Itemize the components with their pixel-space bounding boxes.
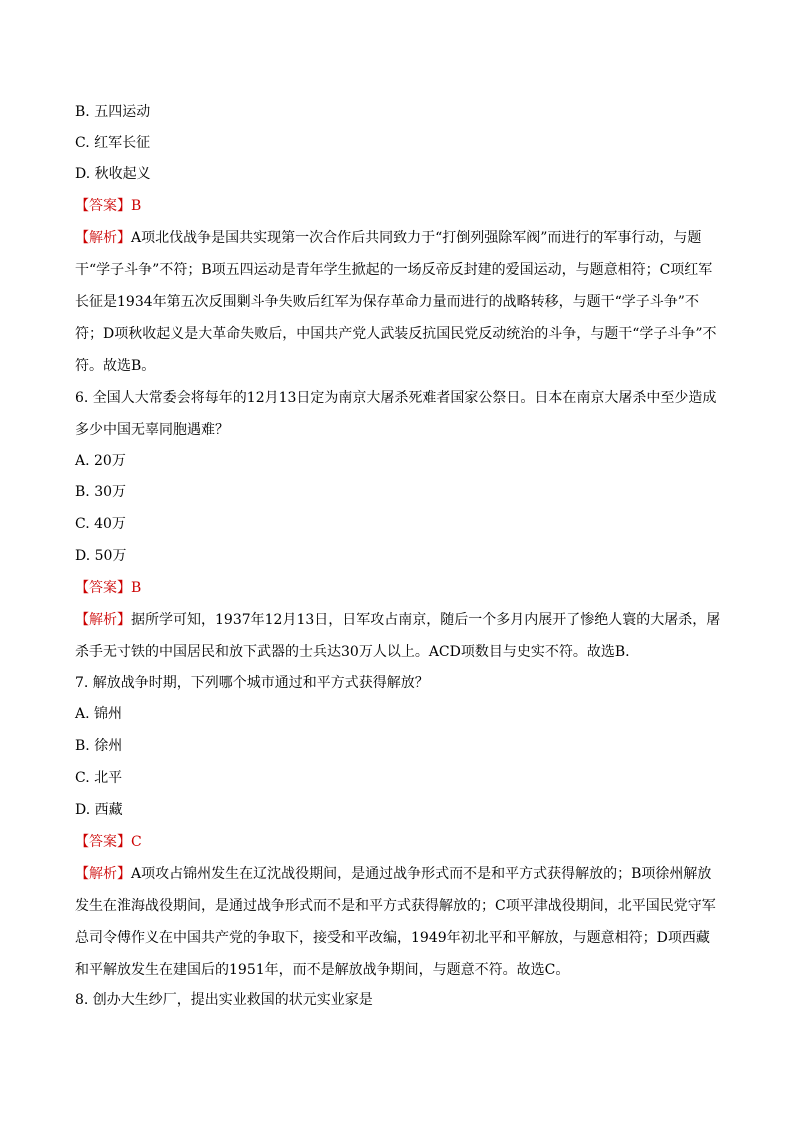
analysis-text: 据所学可知，1937年12月13日，日军攻占南京，随后一个多月内展开了惨绝人寰的大屠杀，屠杀手无寸铁的中国居民和放下武器的士兵达30万人以上。ACD项数目与史实不符。故选B. [75,612,721,660]
answer-tag: 【答案】 [75,834,131,850]
q7-option-a: A. 锦州 [75,706,123,722]
q7-answer [75,832,142,852]
q7-option-c: C. 北平 [75,770,123,786]
answer-value: B [131,198,142,214]
q6-option-d: D. 50万 [75,548,127,564]
q6-option-c: C. 40万 [75,516,126,532]
q8-stem: 8. 创办大生纱厂，提出实业救国的状元实业家是 [75,992,373,1008]
q6-analysis [75,604,723,668]
analysis-tag: 【解析】 [75,612,131,628]
analysis-tag: 【解析】 [75,230,131,246]
answer-value: C [131,834,142,850]
q6-option-a: A. 20万 [75,453,126,469]
q7-option-b: B. 徐州 [75,738,123,754]
analysis-text: A项北伐战争是国共实现第一次合作后共同致力于“打倒列强除军阀”而进行的军事行动，与题干“学子斗争”不符；B项五四运动是青年学生掀起的一场反帝反封建的爱国运动，与题意相符；C项红军长征是1934年第五次反围剿斗争失败后红军为保存革命力量而进行的战略转移，与题干“学子斗争”不符；D项秋收起义是大革命失败后，中国共产党人武装反抗国民党反动统治的斗争，与题干“学子斗争”不符。故选B。 [75,230,717,374]
q7-analysis [75,858,723,986]
analysis-tag: 【解析】 [75,866,131,882]
q5-option-c: C. 红军长征 [75,135,151,151]
analysis-text: A项攻占锦州发生在辽沈战役期间，是通过战争形式而不是和平方式获得解放的；B项徐州解放发生在淮海战役期间，是通过战争形式而不是和平方式获得解放的；C项平津战役期间，北平国民党守军总司令傅作义在中国共产党的争取下，接受和平改编，1949年初北平和平解放，与题意相符；D项西藏和平解放发生在建国后的1951年，而不是解放战争期间，与题意不符。故选C。 [75,866,716,978]
q6-option-b: B. 30万 [75,484,127,500]
q5-option-d: D. 秋收起义 [75,166,151,182]
answer-value: B [131,580,142,596]
q6-stem: 6. 全国人大常委会将每年的12月13日定为南京大屠杀死难者国家公祭日。日本在南京大屠杀中至少造成多少中国无辜同胞遇难？ [75,390,717,438]
answer-tag: 【答案】 [75,580,131,596]
q7-option-d: D. 西藏 [75,802,123,818]
answer-tag: 【答案】 [75,198,131,214]
q5-option-b: B. 五四运动 [75,104,151,120]
q5-answer [75,196,141,216]
q5-analysis [75,222,723,382]
q7-stem: 7. 解放战争时期，下列哪个城市通过和平方式获得解放？ [75,675,429,691]
q6-answer [75,578,141,598]
